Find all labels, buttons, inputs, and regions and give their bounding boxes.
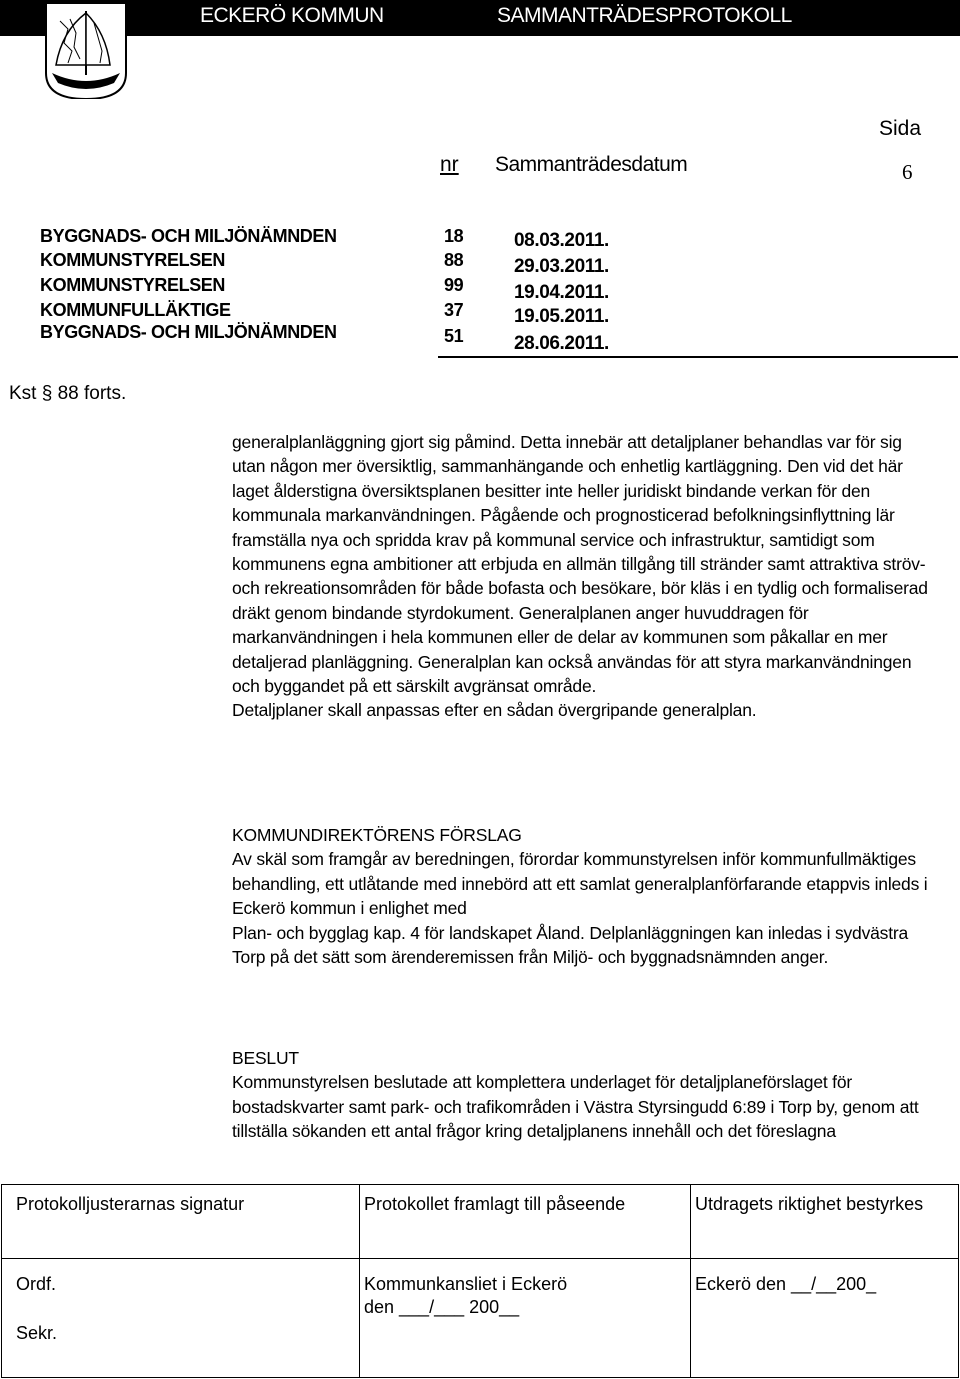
decision-heading: BESLUT — [232, 1048, 299, 1068]
extract-date: Eckerö den __/__200_ — [695, 1274, 877, 1294]
document-type: SAMMANTRÄDESPROTOKOLL — [497, 4, 792, 27]
meeting-number: 37 — [444, 300, 464, 320]
page-label: Sida — [879, 117, 922, 140]
meeting-number: 99 — [444, 275, 464, 295]
meeting-number: 88 — [444, 250, 464, 270]
meeting-body: BYGGNADS- OCH MILJÖNÄMNDEN — [40, 322, 337, 342]
decision-text: Kommunstyrelsen beslutade att komplettera underlaget för detaljplaneförslaget för bostadskvarter samt park- och trafikområden i Västra Styrsingudd 6:89 i Torp by, genom att tillställa sökanden ett antal frågor kring detaljplanens innehåll och det föreslagna — [232, 1072, 919, 1142]
municipal-logo-icon — [40, 3, 132, 99]
meeting-body: KOMMUNSTYRELSEN — [40, 250, 226, 270]
meeting-date: 08.03.2011. — [514, 230, 609, 251]
meeting-date-label: Sammanträdesdatum — [495, 153, 688, 176]
signature-table — [1, 1184, 959, 1378]
decision-section — [232, 1046, 932, 1144]
extract-label-cell — [691, 1185, 959, 1259]
meeting-date: 29.03.2011. — [514, 256, 609, 277]
meeting-body: BYGGNADS- OCH MILJÖNÄMNDEN — [40, 226, 337, 246]
meeting-body: KOMMUNFULLÄKTIGE — [40, 300, 231, 320]
meeting-date: 19.05.2011. — [514, 306, 609, 327]
nr-column-label: nr — [440, 153, 459, 176]
section-reference: Kst § 88 forts. — [9, 383, 127, 404]
chair-signature-label: Ordf. — [16, 1274, 57, 1294]
header-bar — [0, 0, 960, 36]
posted-place: Kommunkansliet i Eckerö — [364, 1274, 568, 1294]
posted-cell — [360, 1259, 691, 1378]
signature-label-cell — [2, 1185, 360, 1259]
body-paragraph: Detaljplaner skall anpassas efter en sådan övergripande generalplan. — [232, 700, 757, 721]
signature-cell — [2, 1259, 360, 1378]
meeting-number: 51 — [444, 326, 464, 346]
header-divider — [438, 356, 958, 358]
municipality-name: ECKERÖ KOMMUN — [200, 4, 384, 27]
meeting-date: 28.06.2011. — [514, 333, 609, 354]
extract-label: Utdragets riktighet bestyrkes — [695, 1194, 924, 1214]
page-number: 6 — [902, 160, 913, 184]
proposal-heading: KOMMUNDIREKTÖRENS FÖRSLAG — [232, 825, 522, 845]
document-body — [232, 430, 932, 723]
meeting-date: 19.04.2011. — [514, 282, 609, 303]
proposal-section — [232, 823, 932, 969]
posted-label: Protokollet framlagt till påseende — [364, 1194, 626, 1214]
posted-label-cell — [360, 1185, 691, 1259]
meeting-body: KOMMUNSTYRELSEN — [40, 275, 226, 295]
meeting-number: 18 — [444, 226, 464, 246]
body-paragraph: generalplanläggning gjort sig påmind. Detta innebär att detaljplaner behandlas var för sig utan någon mer översiktlig, sammanhängande och enhetlig kartläggning. Den vid det här laget ålderstigna översiktsplanen besitter inte heller juridiskt bindande verkan för den kommunala markanvändningen. Pågående och prognosticerad befolkningsinflyttning lär framställa nya och spridda krav på kommunal service och infrastruktur, samtidigt som kommunens egna ambitioner att erbjuda en allmän tillgång till stränder samt attraktiva ströv- och rekreationsområden för både bofasta och besökare, bör kläs i en tydlig och formaliserad dräkt genom bindande styrdokument. Generalplanen anger huvuddragen för markanvändningen i hela kommunen eller de delar av kommunen som påkallar en mer detaljerad planläggning. Generalplan kan också användas för att styra markanvändningen och byggandet på ett särskilt avgränsat område. — [232, 432, 928, 697]
extract-cell — [691, 1259, 959, 1378]
secretary-signature-label: Sekr. — [16, 1323, 58, 1343]
signature-label: Protokolljusterarnas signatur — [16, 1194, 245, 1214]
proposal-text: Plan- och bygglag kap. 4 för landskapet Åland. Delplanläggningen kan inledas i sydvästra Torp på det sätt som ärenderemissen från Miljö- och byggnadsnämnden anger. — [232, 922, 909, 968]
proposal-text: Av skäl som framgår av beredningen, förordar kommunstyrelsen inför kommunfullmäktiges behandling, ett utlåtande med innebörd att ett samlat generalplanförfarande etappvis inleds i Eckerö kommun i enlighet med — [232, 849, 928, 919]
posted-date: den ___/___ 200__ — [364, 1297, 520, 1317]
